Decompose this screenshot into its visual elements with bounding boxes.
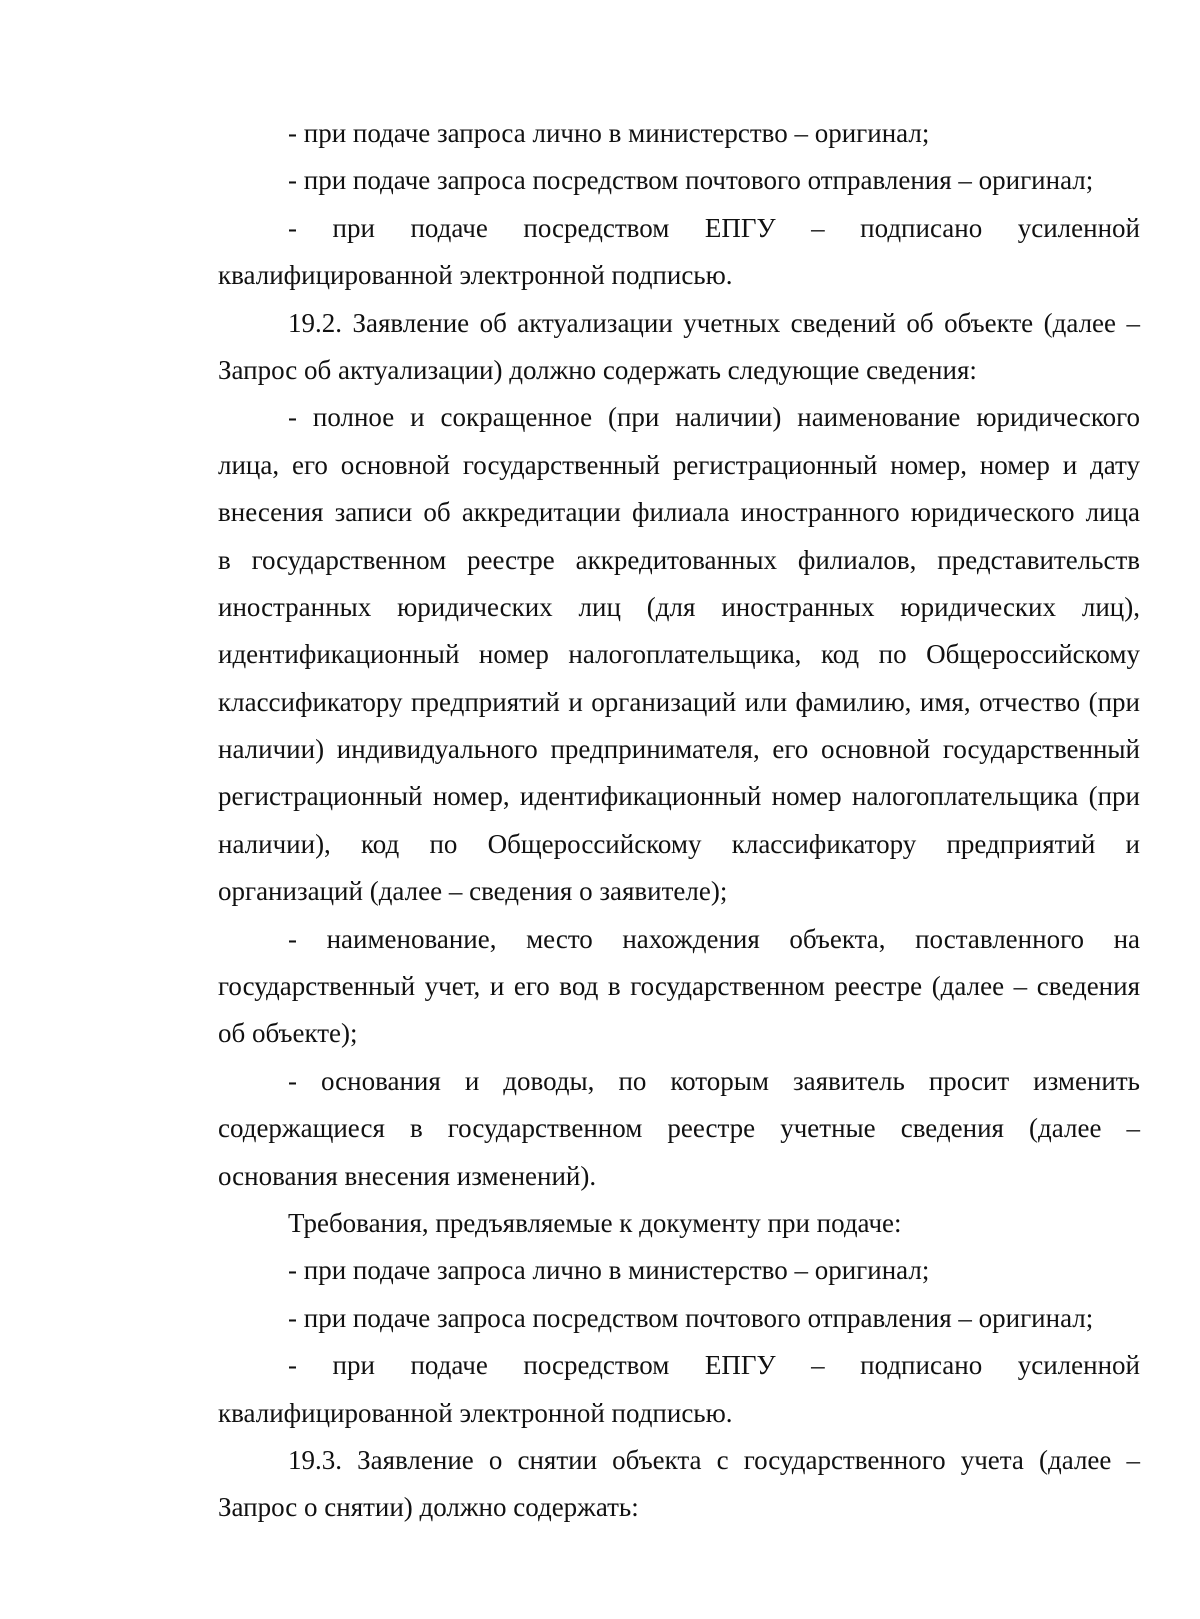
text-line: наличии), код по Общероссийскому классификатору предприятий и — [218, 828, 1140, 859]
text-line: - при подаче посредством ЕПГУ – подписано усиленной — [288, 212, 1140, 243]
text-line: квалифицированной электронной подписью. — [218, 1397, 733, 1428]
text-line: в государственном реестре аккредитованных филиалов, представительств — [218, 544, 1140, 575]
text-line: об объекте); — [218, 1018, 358, 1049]
text-line: государственный учет, и его вод в государственном реестре (далее – сведения — [218, 971, 1140, 1002]
text-line: - при подаче запроса посредством почтового отправления – оригинал; — [288, 165, 1094, 196]
text-line: Требования, предъявляемые к документу при подаче: — [288, 1207, 902, 1238]
text-line: наличии) индивидуального предпринимателя, его основной государственный — [218, 734, 1140, 765]
text-line: квалифицированной электронной подписью. — [218, 260, 733, 291]
text-line: - при подаче запроса посредством почтового отправления – оригинал; — [288, 1302, 1094, 1333]
text-line: иностранных юридических лиц (для иностранных юридических лиц), — [218, 591, 1140, 622]
text-line: - наименование, место нахождения объекта, поставленного на — [288, 923, 1140, 954]
text-line: содержащиеся в государственном реестре учетные сведения (далее – — [218, 1113, 1140, 1144]
text-line: организаций (далее – сведения о заявителе); — [218, 876, 728, 907]
text-line: идентификационный номер налогоплательщика, код по Общероссийскому — [218, 639, 1140, 670]
text-line: регистрационный номер, идентификационный номер налогоплательщика (при — [218, 781, 1140, 812]
text-line: основания внесения изменений). — [218, 1160, 597, 1191]
text-line: - при подаче посредством ЕПГУ – подписано усиленной — [288, 1350, 1140, 1381]
text-line: 19.2. Заявление об актуализации учетных сведений об объекте (далее – — [288, 307, 1140, 338]
text-line: 19.3. Заявление о снятии объекта с государственного учета (далее – — [288, 1444, 1140, 1475]
text-line: Запрос о снятии) должно содержать: — [218, 1492, 639, 1523]
document-body — [218, 110, 1140, 1532]
text-line: Запрос об актуализации) должно содержать следующие сведения: — [218, 354, 977, 385]
text-line: - при подаче запроса лично в министерство – оригинал; — [288, 118, 930, 148]
text-line: - полное и сокращенное (при наличии) наименование юридического — [288, 402, 1140, 433]
text-line: классификатору предприятий и организаций или фамилию, имя, отчество (при — [218, 686, 1140, 717]
text-line: лица, его основной государственный регистрационный номер, номер и дату — [218, 449, 1140, 480]
text-line: - основания и доводы, по которым заявитель просит изменить — [288, 1065, 1140, 1096]
text-line: - при подаче запроса лично в министерство – оригинал; — [288, 1255, 930, 1286]
text-line: внесения записи об аккредитации филиала иностранного юридического лица — [218, 497, 1140, 528]
